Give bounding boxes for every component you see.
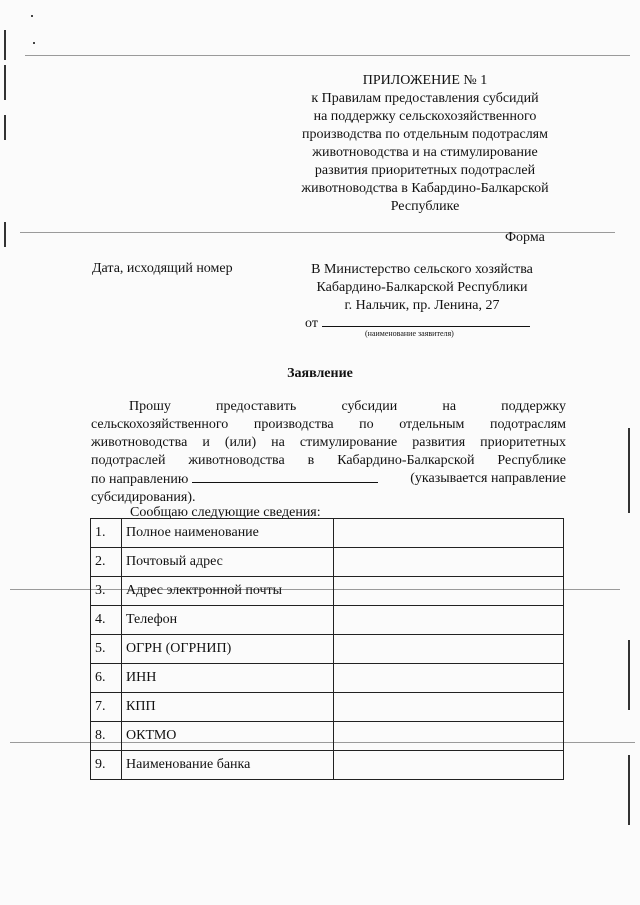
paragraph-line: сельскохозяйственного производства по отдельным подотраслям bbox=[91, 417, 566, 432]
appendix-header bbox=[280, 72, 570, 216]
row-label: КПП bbox=[122, 693, 334, 722]
word: Прошу bbox=[129, 399, 171, 414]
table-row bbox=[91, 722, 564, 751]
applicant-caption: (наименование заявителя) bbox=[365, 329, 454, 338]
word: поддержку bbox=[501, 399, 566, 414]
appendix-line: животноводства в Кабардино-Балкарской bbox=[301, 181, 549, 196]
row-number: 4. bbox=[91, 606, 122, 635]
word: предоставить bbox=[216, 399, 297, 414]
addressee-line: В Министерство сельского хозяйства bbox=[311, 262, 533, 277]
row-value[interactable] bbox=[334, 693, 564, 722]
table-row bbox=[91, 577, 564, 606]
row-number: 2. bbox=[91, 548, 122, 577]
paragraph-last-line: субсидирования). bbox=[91, 490, 196, 505]
paragraph-line: животноводства и (или) на стимулирование развития приоритетных bbox=[91, 435, 566, 450]
form-label: Форма bbox=[505, 230, 545, 245]
appendix-line: Республике bbox=[390, 199, 460, 214]
document-title: Заявление bbox=[287, 366, 353, 381]
appendix-line: животноводства и на стимулирование bbox=[312, 145, 538, 160]
row-value[interactable] bbox=[334, 722, 564, 751]
row-value[interactable] bbox=[334, 635, 564, 664]
row-label: Полное наименование bbox=[122, 519, 334, 548]
appendix-heading: ПРИЛОЖЕНИЕ № 1 bbox=[362, 73, 488, 88]
appendix-line: на поддержку сельскохозяйственного bbox=[313, 109, 537, 124]
scan-edge bbox=[628, 640, 630, 710]
addressee-block bbox=[292, 261, 552, 315]
from-prefix: от bbox=[305, 316, 318, 331]
row-label: ОКТМО bbox=[122, 722, 334, 751]
scan-edge bbox=[4, 30, 6, 60]
table-row bbox=[91, 664, 564, 693]
row-number: 7. bbox=[91, 693, 122, 722]
paragraph-line: подотраслей животноводства в Кабардино-Балкарской Республике bbox=[91, 453, 566, 468]
date-number-label: Дата, исходящий номер bbox=[92, 261, 233, 276]
appendix-line: к Правилам предоставления субсидий bbox=[311, 91, 539, 106]
scan-edge bbox=[628, 755, 630, 825]
applicant-info-table bbox=[90, 518, 564, 780]
row-label: Телефон bbox=[122, 606, 334, 635]
table-row bbox=[91, 548, 564, 577]
request-paragraph bbox=[91, 398, 566, 507]
addressee-line: г. Нальчик, пр. Ленина, 27 bbox=[344, 298, 500, 313]
direction-suffix: (указывается направление bbox=[410, 471, 566, 486]
scan-line bbox=[25, 55, 630, 56]
row-value[interactable] bbox=[334, 577, 564, 606]
scan-edge bbox=[4, 115, 6, 140]
row-number: 9. bbox=[91, 751, 122, 780]
info-intro: Сообщаю следующие сведения: bbox=[130, 505, 321, 520]
scan-edge bbox=[4, 65, 6, 100]
row-label: Адрес электронной почты bbox=[122, 577, 334, 606]
direction-field[interactable] bbox=[192, 470, 378, 483]
word: на bbox=[442, 399, 457, 414]
row-value[interactable] bbox=[334, 751, 564, 780]
table-row bbox=[91, 606, 564, 635]
row-value[interactable] bbox=[334, 548, 564, 577]
row-number: 5. bbox=[91, 635, 122, 664]
row-number: 8. bbox=[91, 722, 122, 751]
row-number: 3. bbox=[91, 577, 122, 606]
scan-edge bbox=[4, 222, 6, 247]
row-label: Наименование банка bbox=[122, 751, 334, 780]
scan-edge bbox=[628, 428, 630, 513]
direction-line bbox=[91, 470, 566, 489]
paragraph-first-line bbox=[91, 398, 566, 416]
row-number: 1. bbox=[91, 519, 122, 548]
addressee-line: Кабардино-Балкарской Республики bbox=[316, 280, 528, 295]
applicant-name-field[interactable] bbox=[322, 314, 530, 327]
row-value[interactable] bbox=[334, 606, 564, 635]
table-row bbox=[91, 519, 564, 548]
row-label: ИНН bbox=[122, 664, 334, 693]
appendix-line: развития приоритетных подотраслей bbox=[314, 163, 536, 178]
appendix-line: производства по отдельным подотраслям bbox=[302, 127, 548, 142]
word: субсидии bbox=[341, 399, 398, 414]
row-label: ОГРН (ОГРНИП) bbox=[122, 635, 334, 664]
direction-prefix: по направлению bbox=[91, 472, 189, 487]
row-value[interactable] bbox=[334, 664, 564, 693]
scan-speck bbox=[33, 42, 35, 44]
table-row bbox=[91, 751, 564, 780]
table-row bbox=[91, 693, 564, 722]
scan-speck bbox=[31, 15, 33, 17]
row-value[interactable] bbox=[334, 519, 564, 548]
table-row bbox=[91, 635, 564, 664]
row-label: Почтовый адрес bbox=[122, 548, 334, 577]
row-number: 6. bbox=[91, 664, 122, 693]
